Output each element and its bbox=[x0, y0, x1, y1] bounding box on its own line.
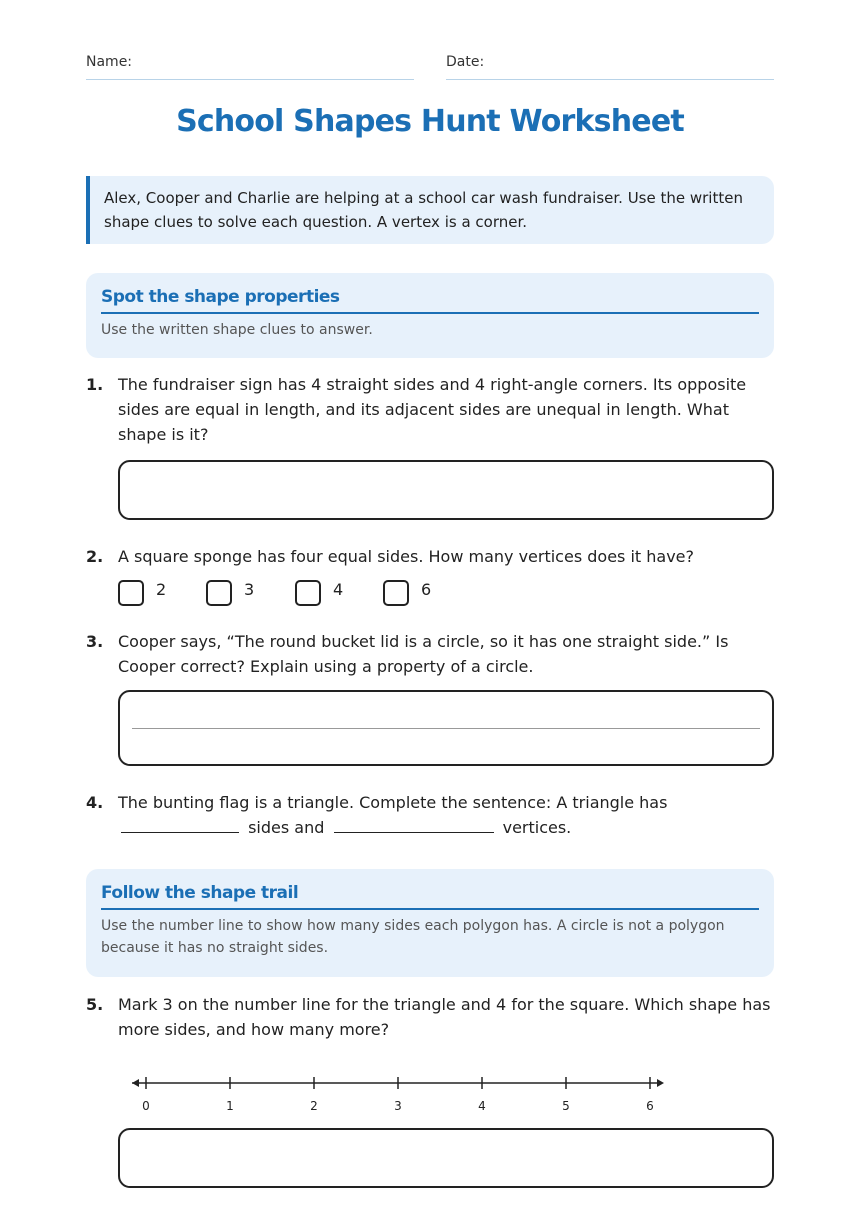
section-title: Spot the shape properties bbox=[101, 287, 759, 314]
question-text: A square sponge has four equal sides. How many vertices does it have? bbox=[118, 547, 695, 566]
date-field[interactable] bbox=[446, 54, 774, 80]
question-text bbox=[118, 790, 774, 840]
name-label: Name: bbox=[86, 54, 133, 70]
option-label: 4 bbox=[333, 580, 344, 599]
question-text-mid: sides and bbox=[248, 818, 325, 837]
section-title: Follow the shape trail bbox=[101, 883, 759, 910]
number-line-label: 6 bbox=[646, 1099, 654, 1113]
date-label: Date: bbox=[446, 54, 485, 70]
answer-box-5[interactable] bbox=[118, 1128, 774, 1188]
question-number: 3. bbox=[86, 632, 104, 651]
section-description: Use the number line to show how many sides each polygon has. A circle is not a polygon because it has no straight sides. bbox=[101, 918, 725, 956]
question-text-start: The bunting flag is a triangle. Complete the sentence: A triangle has bbox=[118, 793, 668, 812]
number-line-label: 1 bbox=[226, 1099, 234, 1113]
number-line-label: 3 bbox=[394, 1099, 402, 1113]
blank-vertices[interactable] bbox=[334, 815, 494, 833]
answer-box-1[interactable] bbox=[118, 460, 774, 520]
checkbox[interactable] bbox=[206, 580, 232, 606]
question-text-end: vertices. bbox=[502, 818, 572, 837]
number-line[interactable] bbox=[118, 1070, 678, 1120]
worksheet-title: School Shapes Hunt Worksheet bbox=[176, 104, 684, 139]
option-label: 2 bbox=[156, 580, 167, 599]
header bbox=[86, 54, 774, 80]
question-text: Mark 3 on the number line for the triangle and 4 for the square. Which shape has more sides, and how many more? bbox=[118, 995, 771, 1039]
question-1 bbox=[86, 372, 774, 447]
question-2 bbox=[86, 544, 774, 569]
question-4 bbox=[86, 790, 774, 840]
number-line-label: 4 bbox=[478, 1099, 486, 1113]
question-5 bbox=[86, 992, 774, 1042]
blank-sides[interactable] bbox=[121, 815, 239, 833]
checkbox[interactable] bbox=[295, 580, 321, 606]
section-description: Use the written shape clues to answer. bbox=[101, 322, 373, 338]
checkbox[interactable] bbox=[118, 580, 144, 606]
intro-callout: Alex, Cooper and Charlie are helping at a school car wash fundraiser. Use the written shape clues to solve each question. A vertex is a corner. bbox=[86, 176, 774, 244]
question-number: 1. bbox=[86, 375, 104, 394]
number-line-label: 2 bbox=[310, 1099, 318, 1113]
option-label: 6 bbox=[421, 580, 432, 599]
question-text: Cooper says, “The round bucket lid is a circle, so it has one straight side.” Is Cooper correct? Explain using a property of a circle. bbox=[118, 632, 729, 676]
writing-line bbox=[132, 728, 760, 729]
arrow-right-icon bbox=[657, 1079, 664, 1087]
section-follow-shape-trail bbox=[86, 869, 774, 977]
name-field[interactable] bbox=[86, 54, 414, 80]
number-line-label: 0 bbox=[142, 1099, 150, 1113]
question-number: 5. bbox=[86, 995, 104, 1014]
arrow-left-icon bbox=[132, 1079, 139, 1087]
section-spot-shape-properties bbox=[86, 273, 774, 358]
option-label: 3 bbox=[244, 580, 255, 599]
number-line-label: 5 bbox=[562, 1099, 570, 1113]
question-number: 2. bbox=[86, 547, 104, 566]
question-text: The fundraiser sign has 4 straight sides and 4 right-angle corners. Its opposite sides are equal in length, and its adjacent sides are unequal in length. What shape is it? bbox=[118, 375, 747, 444]
checkbox[interactable] bbox=[383, 580, 409, 606]
answer-box-3[interactable] bbox=[118, 690, 774, 766]
question-3 bbox=[86, 629, 774, 679]
question-number: 4. bbox=[86, 793, 104, 812]
